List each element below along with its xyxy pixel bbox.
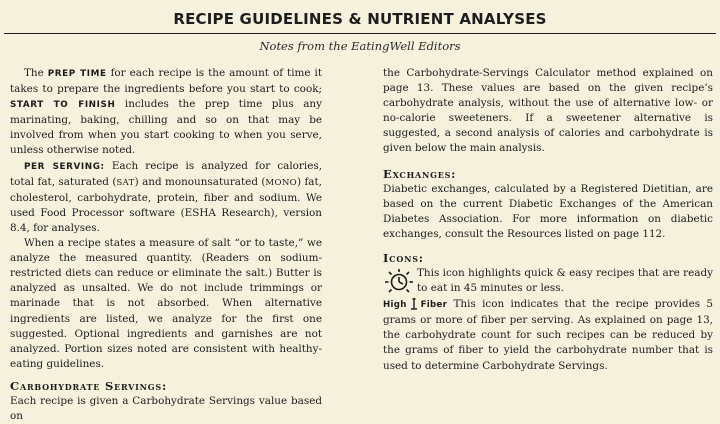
title-divider — [4, 33, 716, 34]
text-segment: The — [24, 67, 48, 79]
text-segment: ) fat, cholesterol, carbohydrate, protein, fiber and sodium. We used Food Processor software (ESHA Research), version 8.4, for analyses. — [10, 175, 322, 234]
quick-easy-icon-row — [383, 266, 713, 296]
right-column — [383, 66, 713, 374]
text-segment: includes the prep time plus any marinating, baking, chilling and so on that may be involved from when you start cooking to when you serve, unless otherwise noted. — [10, 98, 322, 157]
prep-time-term: PREP TIME — [47, 69, 107, 79]
carbohydrate-servings-heading: Carbohydrate Servings: — [10, 378, 168, 393]
clock-icon — [383, 267, 415, 295]
high-fiber-text: This icon indicates that the recipe provides 5 grams or more of fiber per serving. As explained on page 13, the carbohydrate count for such recipes can be reduced by the grams of fiber to yield the carbohydrate number that is used to determine Carbohydrate Servings. — [383, 298, 713, 372]
wheat-stalk-icon — [409, 296, 419, 310]
exchanges-heading: Exchanges: — [383, 166, 457, 181]
high-label: High — [383, 300, 407, 311]
per-serving-term: PER SERVING: — [24, 161, 105, 172]
start-to-finish-term: START TO FINISH — [10, 100, 116, 111]
text-segment: for each recipe is the amount of time it takes to prepare the ingredients before you start to cook; — [10, 67, 322, 96]
mono-abbreviation: MONO — [265, 177, 298, 188]
prep-time-paragraph — [10, 66, 322, 159]
sat-abbreviation: SAT — [116, 177, 135, 188]
per-serving-paragraph — [10, 159, 322, 236]
carbohydrate-servings-continued: the Carbohydrate-Servings Calculator method explained on page 13. These values are based on the given recipe’s carbohydrate analysis, without the use of alternative low- or no-calorie sweeteners. If a sweetener alternative is suggested, a second analysis of calories and carbohydrate is given below the main analysis. — [383, 67, 713, 155]
salt-paragraph: When a recipe states a measure of salt “or to taste,” we analyze the measured quantity. (Readers on sodium-restricted diets can reduce or eliminate the salt.) Butter is analyzed as unsalted. We do not include trimmings or marinade that is not absorbed. When alternative ingredients are listed, we analyze for the first one suggested. Optional ingredients and garnishes are not analyzed. Portion sizes noted are consistent with healthy-eating guidelines. — [10, 237, 322, 370]
page-title: RECIPE GUIDELINES & NUTRIENT ANALYSES — [173, 10, 547, 28]
page-subtitle: Notes from the EatingWell Editors — [259, 39, 461, 53]
high-fiber-paragraph — [383, 296, 713, 373]
text-segment: ) and monounsaturated ( — [134, 175, 266, 188]
exchanges-text: Diabetic exchanges, calculated by a Registered Dietitian, are based on the current Diabetic Exchanges of the American Diabetes Association. For more information on diabetic exchanges, consult the Resources listed on page 112. — [383, 182, 713, 240]
icons-heading: Icons: — [383, 250, 424, 265]
carbohydrate-servings-text: Each recipe is given a Carbohydrate Servings value based on — [10, 394, 322, 422]
left-column — [10, 66, 322, 424]
text-segment: Each recipe is analyzed for calories, total fat, saturated ( — [10, 159, 323, 188]
fiber-label: Fiber — [420, 300, 448, 311]
quick-easy-text: This icon highlights quick & easy recipes that are ready to eat in 45 minutes or less. — [417, 266, 713, 295]
